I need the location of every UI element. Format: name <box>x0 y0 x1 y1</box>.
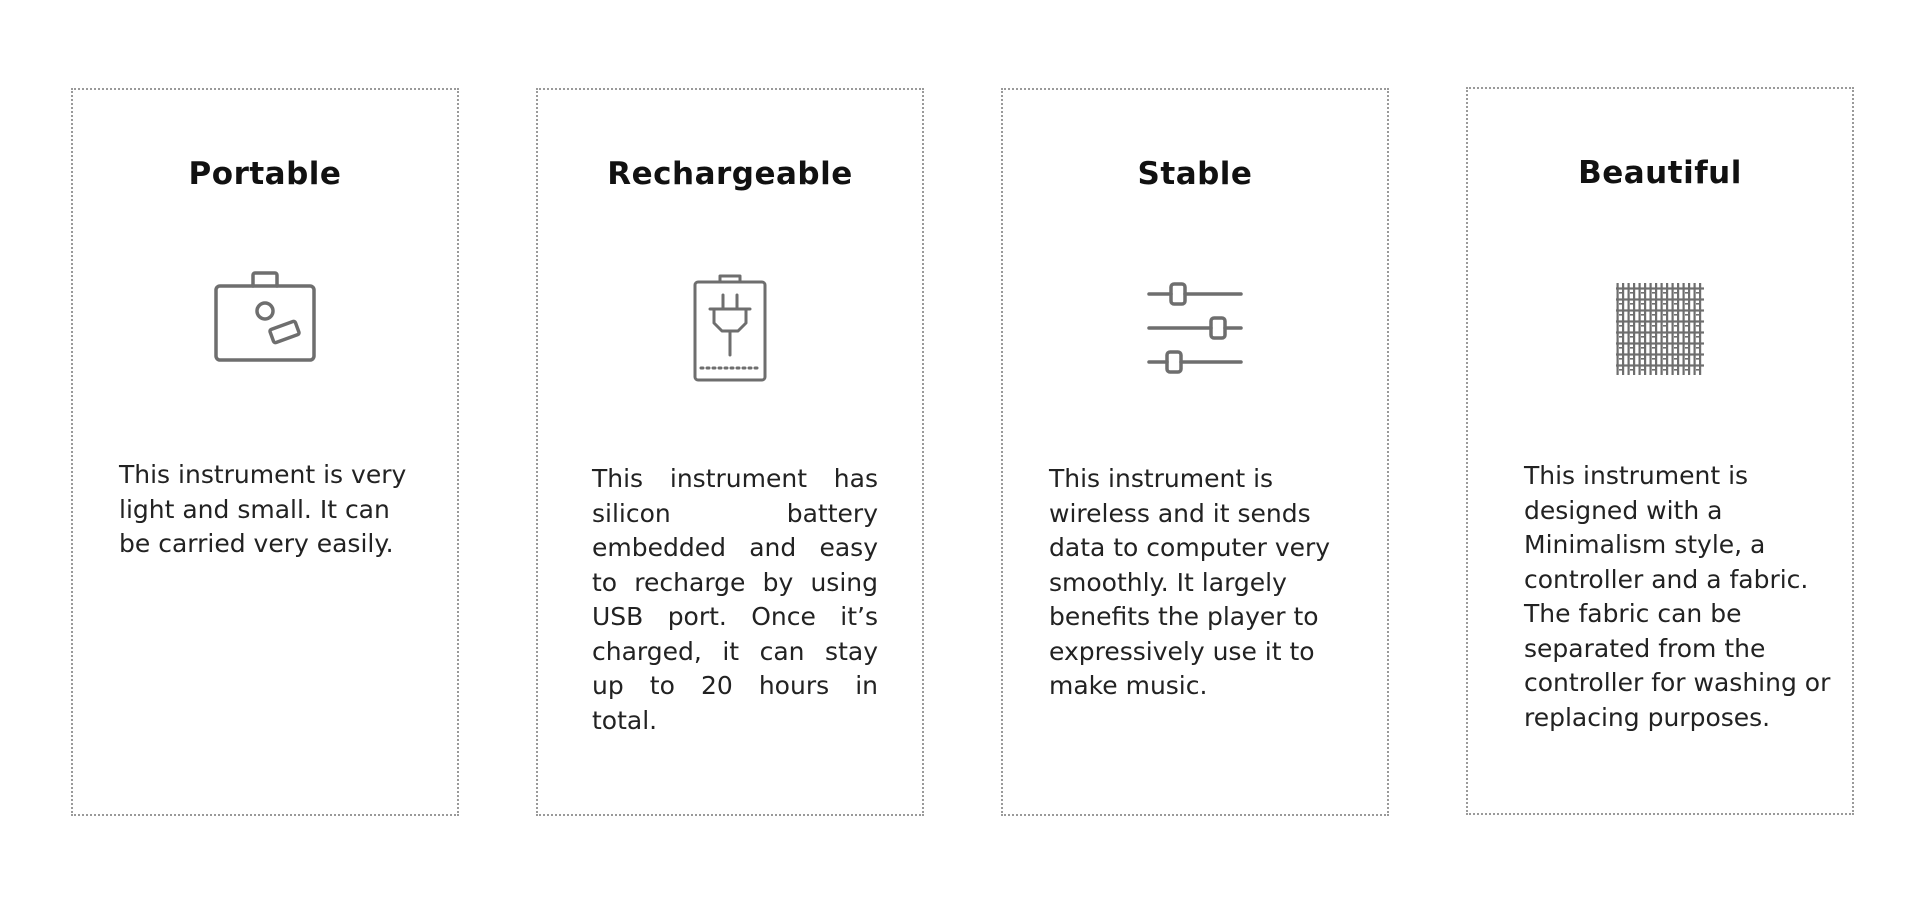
feature-title: Beautiful <box>1578 155 1742 191</box>
feature-card-beautiful <box>1466 87 1854 815</box>
feature-title: Rechargeable <box>607 156 853 192</box>
woven-fabric-icon <box>1616 283 1704 379</box>
feature-title: Portable <box>188 156 342 192</box>
feature-card-portable <box>71 88 459 816</box>
feature-description: This instrument has silicon battery embedded and easy to recharge by using USB port. Once it’s charged, it can stay up to 20 hours in total. <box>592 464 878 735</box>
feature-title: Stable <box>1137 156 1253 192</box>
feature-description: This instrument is very light and small. It can be carried very easily. <box>119 460 407 558</box>
battery-plug-icon <box>692 273 768 387</box>
feature-card-stable <box>1001 88 1389 816</box>
suitcase-icon <box>213 270 317 368</box>
feature-description: This instrument is wireless and it sends data to computer very smoothly. It largely benefits the player to expressively use it to make music. <box>1049 464 1331 700</box>
feature-description: This instrument is designed with a Minimalism style, a controller and a fabric. The fabric can be separated from the controller for washing or replacing purposes. <box>1524 461 1831 732</box>
sliders-icon <box>1147 280 1243 380</box>
feature-card-rechargeable <box>536 88 924 816</box>
